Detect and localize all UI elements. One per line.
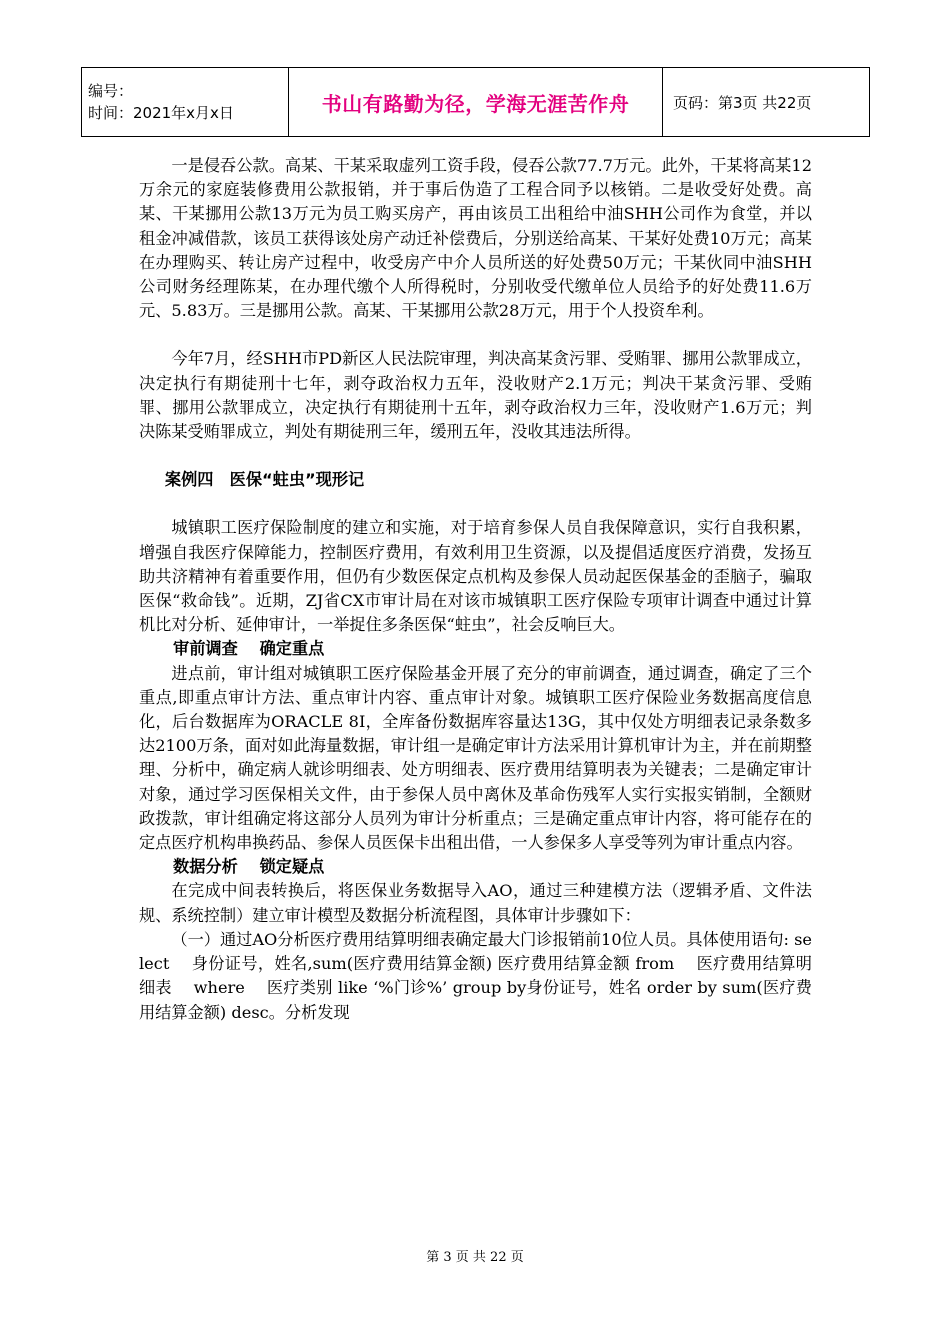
paragraph-insurance-intro: 城镇职工医疗保险制度的建立和实施，对于培育参保人员自我保障意识，实行自我积累，增强自我医疗保障能力，控制医疗费用，有效利用卫生资源，以及提倡适度医疗消费，发扬互助共济精神有着重要作用，但仍有少数医保定点机构及参保人员动起医保基金的歪脑子，骗取医保“救命钱”。近期，ZJ省CX市审计局在对该市城镇职工医疗保险专项审计调查中通过计算机比对分析、延伸审计，一举捉住多条医保“蛀虫”，社会反响巨大。: [139, 518, 812, 635]
section-heading-data-analysis: 数据分析 锁定疑点: [173, 857, 325, 877]
paragraph-step-one: （一）通过AO分析医疗费用结算明细表确定最大门诊报销前10位人员。具体使用语句: select 身份证号，姓名,sum(医疗费用结算金额) 医疗费用结算金额 from 医疗费用结算明细表 where 医疗类别 like ‘%门诊%’ group by身份证号，姓名 order by sum(医疗费用结算金额) desc。分析发现: [139, 929, 812, 1022]
paragraph-pre-audit: 进点前，审计组对城镇职工医疗保险基金开展了充分的审前调查，通过调查，确定了三个重点,即重点审计方法、重点审计内容、重点审计对象。城镇职工医疗保险业务数据高度信息化，后台数据库为ORACLE 8I，全库备份数据库容量达13G，其中仅处方明细表记录条数多达2100万条，面对如此海量数据，审计组一是确定审计方法采用计算机审计为主，并在前期整理、分析中，确定病人就诊明细表、处方明细表、医疗费用结算明表为关键表；二是确定审计对象，通过学习医保相关文件，由于参保人员中离休及革命伤残军人实行实报实销制，全额财政拨款，审计组确定将这部分人员列为审计分析重点；三是确定重点审计内容，将可能存在的定点医疗机构串换药品、参保人员医保卡出租出借，一人参保多人享受等列为审计重点内容。: [139, 663, 812, 853]
header-page-info: 页码：第3页 共22页: [663, 68, 870, 137]
header-motto: 书山有路勤为径，学海无涯苦作舟: [289, 68, 663, 137]
paragraph-verdict: 今年7月，经SHH市PD新区人民法院审理，判决高某贪污罪、受贿罪、挪用公款罪成立，决定执行有期徒刑十七年，剥夺政治权力五年，没收财产2.1万元；判决干某贪污罪、受贿罪、挪用公款罪成立，决定执行有期徒刑十五年，剥夺政治权力三年，没收财产1.6万元；判决陈某受贿罪成立，判处有期徒刑三年，缓刑五年，没收其违法所得。: [139, 349, 812, 442]
page-header: [81, 67, 870, 137]
paragraph-data-analysis: 在完成中间表转换后，将医保业务数据导入AO，通过三种建模方法（逻辑矛盾、文件法规、系统控制）建立审计模型及数据分析流程图，具体审计步骤如下：: [139, 881, 812, 925]
case-heading: 案例四 医保“蛀虫”现形记: [164, 470, 365, 490]
paragraph-embezzlement: 一是侵吞公款。高某、干某采取虚列工资手段，侵吞公款77.7万元。此外，干某将高某12万余元的家庭装修费用公款报销，并于事后伪造了工程合同予以核销。二是收受好处费。高某、干某挪用公款13万元为员工购买房产，再由该员工出租给中油SHH公司作为食堂，并以租金冲减借款，该员工获得该处房产动迁补偿费后，分别送给高某、干某好处费10万元；高某在办理购买、转让房产过程中，收受房产中介人员所送的好处费50万元；干某伙同中油SHH公司财务经理陈某，在办理代缴个人所得税时，分别收受代缴单位人员给予的好处费11.6万元、5.83万。三是挪用公款。高某、干某挪用公款28万元，用于个人投资牟利。: [139, 156, 812, 321]
section-heading-pre-audit: 审前调查 确定重点: [173, 639, 325, 659]
document-number-label: 编号：: [88, 82, 134, 100]
header-meta-cell: [82, 68, 289, 137]
document-body: [139, 154, 812, 1025]
paragraph-gap: [139, 444, 812, 468]
document-date-label: 时间：2021年x月x日: [88, 104, 234, 122]
paragraph-gap: [139, 323, 812, 347]
page-footer: 第 3 页 共 22 页: [426, 1250, 524, 1265]
paragraph-gap: [139, 492, 812, 516]
